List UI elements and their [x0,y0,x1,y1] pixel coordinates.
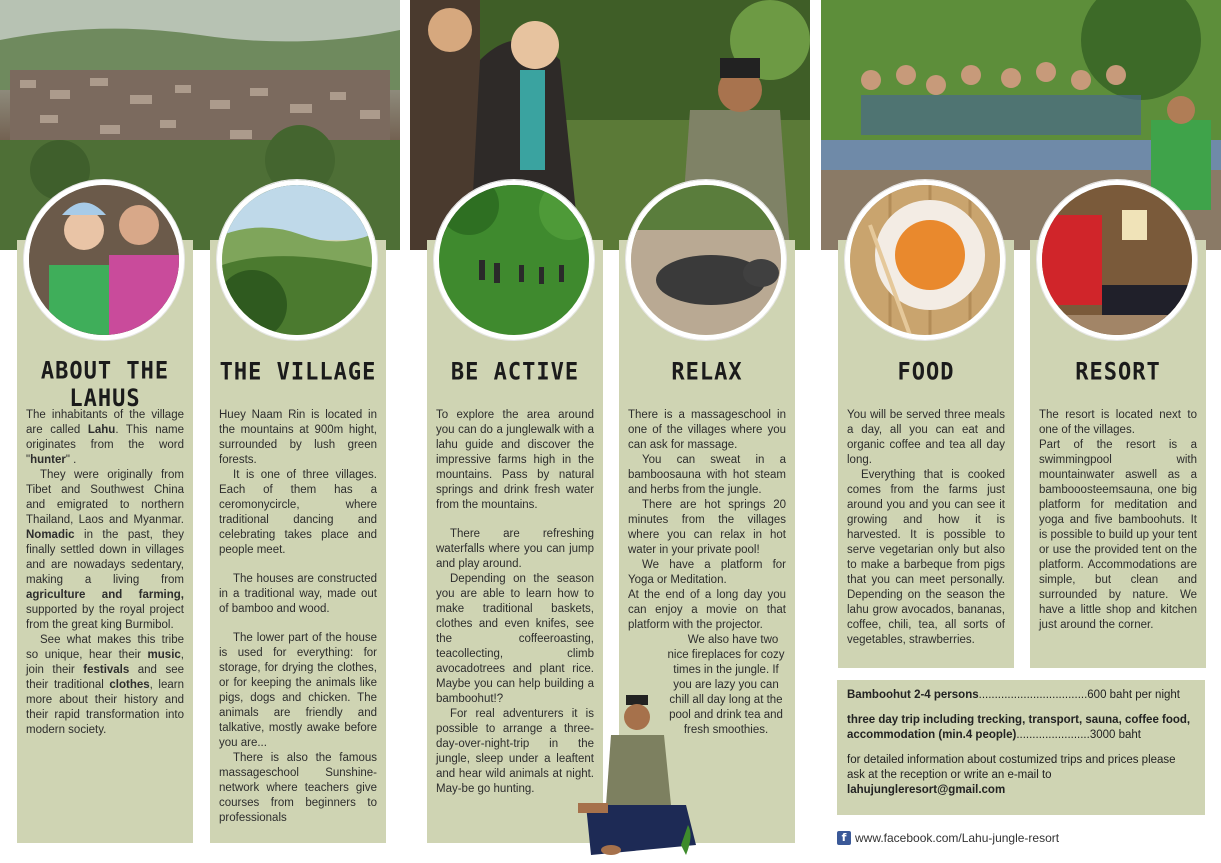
facebook-icon: f [837,831,851,845]
sitting-man-cutout [576,695,696,860]
heading-about-lahus: ABOUT THE LAHUS [40,357,170,413]
heading-be-active: BE ACTIVE [450,358,580,387]
facebook-link[interactable] [837,831,1059,845]
bamboohut-interior-photo [1037,180,1197,340]
price-bamboohut: Bamboohut 2-4 persons..................................600 baht per night [847,689,1180,701]
pig-photo [626,180,786,340]
text-food: You will be served three meals a day, all you can eat and organic coffee and tea all day long. Everything that is cooked comes from the farms just around you and you can see it growing and how it is harvested. It is possible to serve vegetarian only but also to make a barbeque from pigs that you can meet personally. Depending on the season the lahu grow avocados, bananas, coffee, chili, tea, all sorts of vegetables, strawberries. [847,409,1005,646]
food-plate-photo [845,180,1005,340]
facebook-url[interactable]: www.facebook.com/Lahu-jungle-resort [855,831,1060,845]
heading-resort: RESORT [1075,358,1161,387]
price-three-day-trip: three day trip including trecking, transport, sauna, coffee food, accommodation (min.4 people).......................3000 baht [847,714,1191,741]
text-relax: There is a massageschool in one of the villages where you can ask for massage. You can sweat in a bamboosauna with hot steam and herbs from the jungle. There are hot springs 20 minutes from the villages where you can relax in hot water in your private pool! We have a platform for Yoga or Meditation. At the end of a long day you can enjoy a movie on that platform with the projector. We also have two nice fireplaces for cozy times in the jungle. If you are lazy you can chill all day long at the pool and drink tea and fresh smoothies. [628,409,786,736]
text-the-village: Huey Naam Rin is located in the mountains at 900m hight, surrounded by lush green forests. It is one of three villages. Each of them has a ceromonycircle, where traditional dancing and celebrating takes place and people meet. The houses are constructed in a traditional way, made out of bamboo and wood. The lower part of the house is used for everything: for storage, for drying the clothes, or for keeping the animals like pigs, dogs and chicken. The animals are friendly and talkative, mostly awake before you are... There is also the famous massageschool Sunshine-network where teachers give courses from beginners to professionals [219,409,377,824]
contact-email[interactable]: lahujungleresort@gmail.com [847,784,1006,796]
green-hills-photo [217,180,377,340]
text-about-lahus: The inhabitants of the village are called Lahu. This name originates from the word "hunter" . They were originally from Tibet and Southwest China and emigrated to northern Thailand, Laos and Myanmar. Nomadic in the past, they finally settled down in villages and are nowadays sedentary, making a living from agriculture and farming, supported by the royal project from the great king Burmibol. See what makes this tribe so unique, hear their music, join their festivals and see their traditional clothes, learn more about their history and their rapid transformation into modern society. [26,409,185,736]
price-list [837,680,1205,815]
junglewalk-photo [434,180,594,340]
panel-left [0,0,400,863]
text-resort: The resort is located next to one of the villages. Part of the resort is a swimmingpool with mountainwater aswell as a bambooosteemsauna, one big platform for meditation and yoga and five bamboohuts. It is possible to build up your tent or use the provided tent on the platform. Accommodations are simple, but clean and surrounded by nature. We have a little shop and kitchen just around the corner. [1039,409,1197,631]
text-be-active: To explore the area around you can do a junglewalk with a lahu guide and discover the impressive farms high in the mountains. Pass by natural springs and drink fresh water from the mountains. There are refreshing waterfalls where you can jump and play around. Depending on the season you are able to learn how to make traditional baskets, clothes and even knifes, see the coffeeroasting, teacollecting, climb avocadotrees and plant rice. Maybe you can help building a bamboohut!? For real adventurers it is possible to arrange a three-day-over-night-trip in the jungle, sleep under a leaftent and hear wild animals at night. May-be go hunting. [436,409,594,795]
heading-food: FOOD [897,358,955,387]
heading-relax: RELAX [671,358,743,387]
heading-the-village: THE VILLAGE [219,358,377,387]
children-photo [24,180,184,340]
contact-info: for detailed information about costumized trips and prices please ask at the reception or write an e-mail to lahujungleresort@gmail.com [847,754,1176,796]
